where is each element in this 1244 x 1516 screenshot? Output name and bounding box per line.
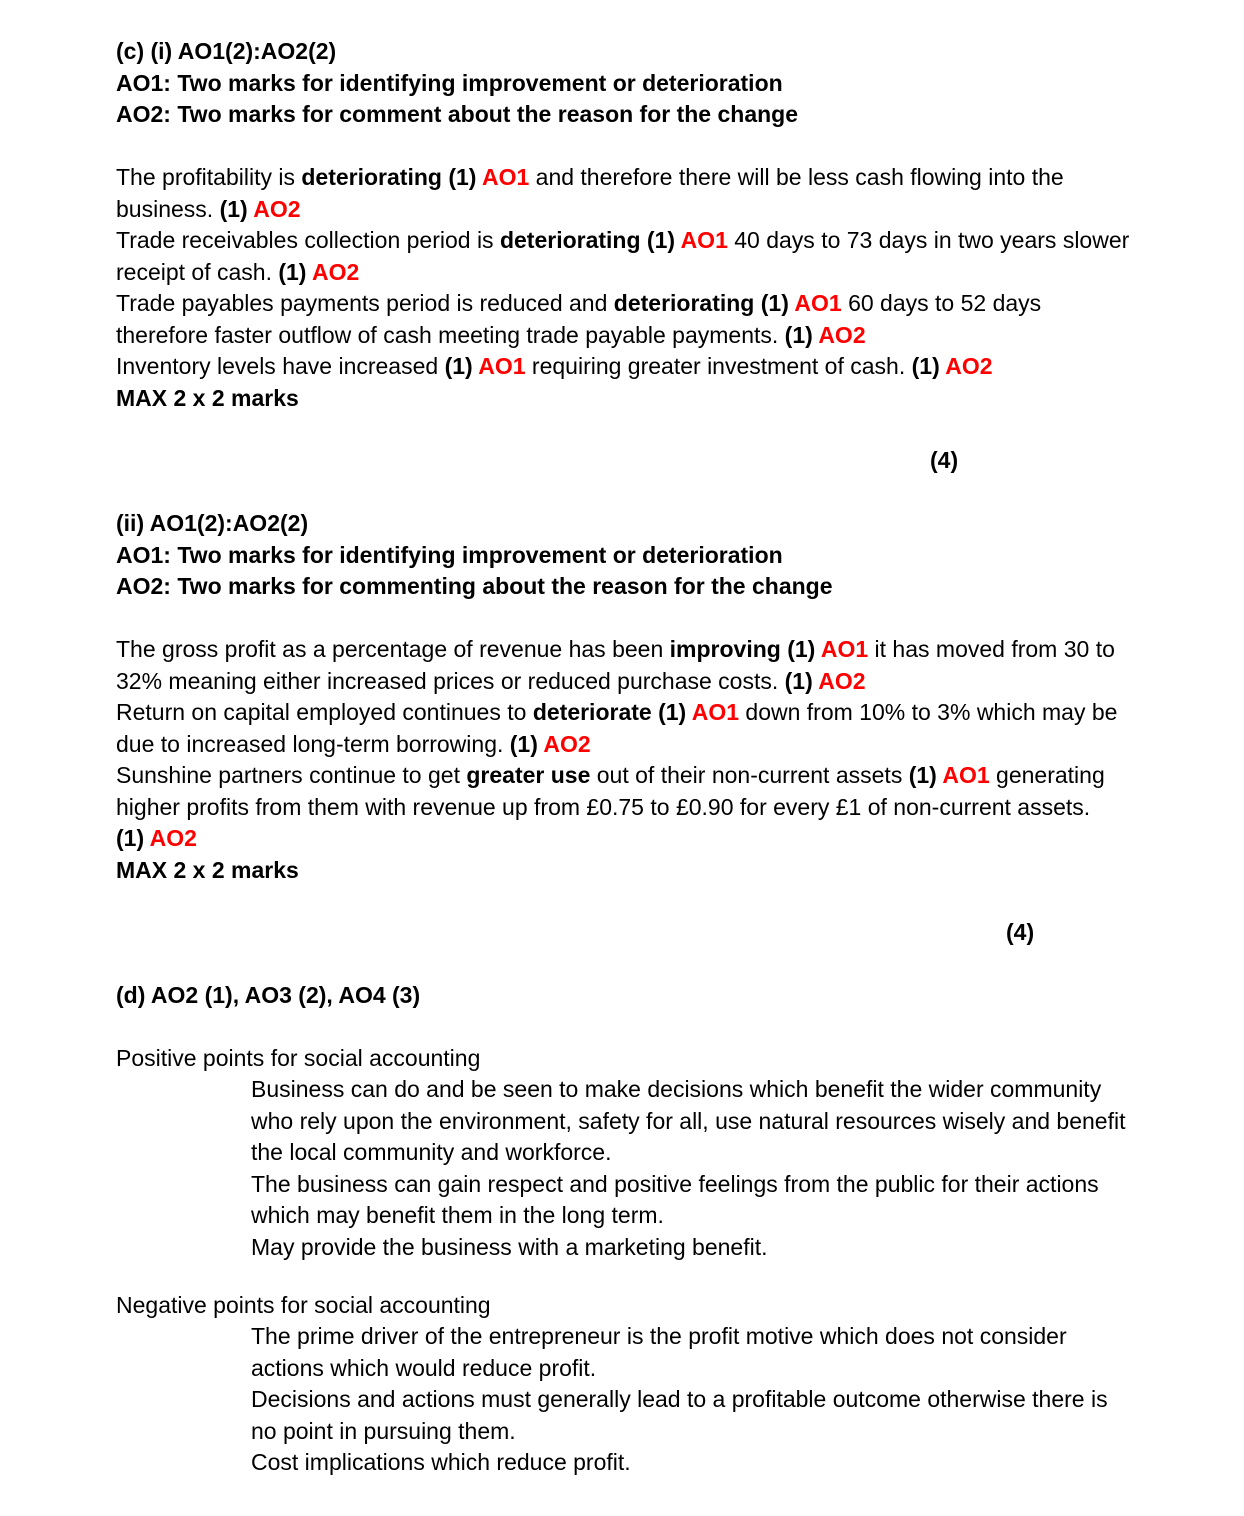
answer-line: Trade payables payments period is reduced and deteriorating (1) AO1 60 days to 52 days xyxy=(116,290,1042,316)
marks-total-c-ii: (4) xyxy=(1006,919,1035,945)
answer-line: therefore faster outflow of cash meeting trade payable payments. (1) AO2 xyxy=(116,321,866,348)
negative-point-line: Cost implications which reduce profit. xyxy=(251,1449,631,1475)
answer-line: Inventory levels have increased (1) AO1 requiring greater investment of cash. (1) AO2 xyxy=(116,353,993,379)
positive-points-title: Positive points for social accounting xyxy=(116,1045,481,1071)
section-c-i-body xyxy=(116,162,1196,414)
section-c-i-criteria-ao2: AO2: Two marks for comment about the reason for the change xyxy=(116,101,799,127)
max-marks-note: MAX 2 x 2 marks xyxy=(116,384,299,411)
negative-points-title: Negative points for social accounting xyxy=(116,1292,491,1318)
max-marks-note: MAX 2 x 2 marks xyxy=(116,856,299,883)
answer-line: due to increased long-term borrowing. (1) AO2 xyxy=(116,730,591,757)
marks-total-c-i: (4) xyxy=(930,447,959,473)
negative-point-line: Decisions and actions must generally lead to a profitable outcome otherwise there is xyxy=(251,1386,1108,1412)
positive-point-line: which may benefit them in the long term. xyxy=(251,1202,664,1228)
answer-line: 32% meaning either increased prices or reduced purchase costs. (1) AO2 xyxy=(116,667,866,694)
answer-line: (1) AO2 xyxy=(116,825,197,851)
section-c-ii-criteria-ao1: AO1: Two marks for identifying improvement or deterioration xyxy=(116,541,783,568)
negative-point-line: The prime driver of the entrepreneur is the profit motive which does not consider xyxy=(251,1323,1067,1349)
positive-point-line: The business can gain respect and positive feelings from the public for their actions xyxy=(251,1170,1099,1197)
section-c-ii xyxy=(116,508,1196,603)
section-c-ii-criteria-ao2: AO2: Two marks for commenting about the reason for the change xyxy=(116,573,833,599)
positive-points-list xyxy=(251,1074,1201,1263)
section-c-i xyxy=(116,36,1196,131)
section-c-i-heading: (c) (i) AO1(2):AO2(2) xyxy=(116,38,337,64)
answer-line: Sunshine partners continue to get greater use out of their non-current assets (1) AO1 generating xyxy=(116,762,1105,788)
answer-line: Trade receivables collection period is deteriorating (1) AO1 40 days to 73 days in two years slower xyxy=(116,227,1130,253)
positive-point-line: the local community and workforce. xyxy=(251,1139,612,1165)
answer-line: The gross profit as a percentage of revenue has been improving (1) AO1 it has moved from 30 to xyxy=(116,636,1115,662)
answer-line: Return on capital employed continues to deteriorate (1) AO1 down from 10% to 3% which may be xyxy=(116,699,1118,725)
positive-point-line: Business can do and be seen to make decisions which benefit the wider community xyxy=(251,1076,1102,1102)
section-c-i-criteria-ao1: AO1: Two marks for identifying improvement or deterioration xyxy=(116,69,783,96)
negative-point-line: no point in pursuing them. xyxy=(251,1417,516,1444)
answer-line: receipt of cash. (1) AO2 xyxy=(116,258,360,285)
section-c-ii-body xyxy=(116,634,1196,886)
positive-point-line: who rely upon the environment, safety for all, use natural resources wisely and benefit xyxy=(251,1107,1126,1134)
negative-point-line: actions which would reduce profit. xyxy=(251,1354,597,1381)
section-c-ii-heading: (ii) AO1(2):AO2(2) xyxy=(116,510,309,536)
answer-line: The profitability is deteriorating (1) AO1 and therefore there will be less cash flowing into the xyxy=(116,164,1064,190)
answer-line: higher profits from them with revenue up from £0.75 to £0.90 for every £1 of non-current assets. xyxy=(116,793,1091,820)
positive-point-line: May provide the business with a marketing benefit. xyxy=(251,1233,768,1260)
answer-line: business. (1) AO2 xyxy=(116,195,301,222)
section-d-heading: (d) AO2 (1), AO3 (2), AO4 (3) xyxy=(116,982,421,1008)
negative-points-list xyxy=(251,1321,1201,1479)
